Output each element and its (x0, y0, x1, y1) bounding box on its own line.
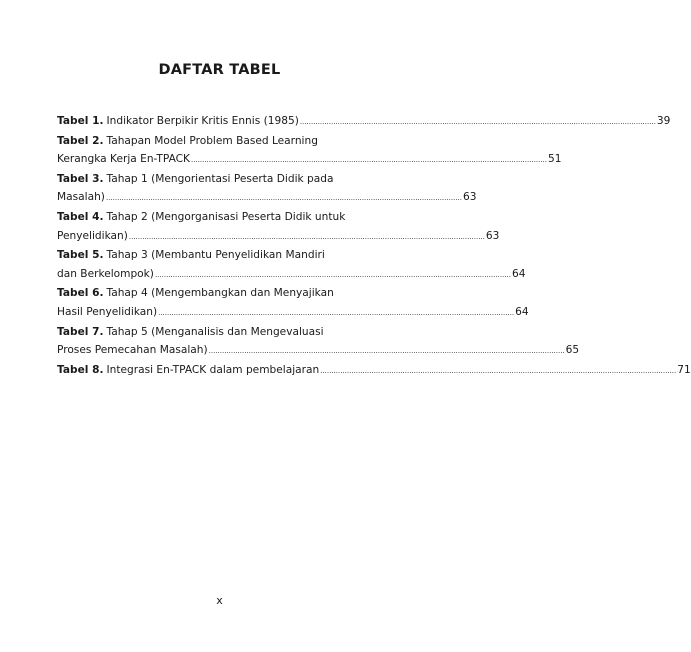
toc-entry-page: 65 (565, 344, 580, 357)
toc-entry-page: 64 (515, 305, 529, 318)
toc-entry-label: Tabel 1. (57, 115, 104, 127)
page-title: DAFTAR TABEL (158, 62, 281, 78)
table-list (57, 112, 691, 380)
toc-entry-page: 63 (485, 229, 500, 242)
leader-dots (191, 150, 547, 170)
toc-entry-5[interactable] (57, 246, 383, 265)
toc-entry-label: Tabel 6. (57, 287, 104, 300)
toc-entry-title: Masalah) (57, 191, 105, 204)
toc-entry-page: 71 (677, 363, 691, 376)
toc-entry-title: Indikator Berpikir Kritis Ennis (1985) (106, 115, 299, 127)
toc-entry-title: dan Berkelompok) (57, 267, 154, 280)
toc-entry-4[interactable] (57, 208, 383, 227)
toc-entry-4-continued[interactable] (57, 227, 500, 247)
leader-dots (158, 303, 514, 323)
toc-entry-7[interactable] (57, 323, 383, 342)
toc-entry-title: Proses Pemecahan Masalah) (57, 344, 208, 357)
toc-entry-title: Penyelidikan) (57, 229, 128, 242)
toc-entry-title: Tahap 3 (Membantu Penyelidikan Mandiri (106, 249, 325, 262)
leader-dots (320, 361, 676, 381)
toc-entry-label: Tabel 7. (57, 325, 104, 338)
toc-entry-6-continued[interactable] (57, 303, 529, 323)
toc-entry-title: Kerangka Kerja En-TPACK (57, 153, 190, 166)
toc-entry-title: Tahap 5 (Menganalisis dan Mengevaluasi (106, 325, 324, 338)
toc-entry-2-continued[interactable] (57, 150, 562, 170)
leader-dots (155, 265, 511, 285)
toc-entry-title: Tahap 2 (Mengorganisasi Peserta Didik untuk (106, 210, 346, 223)
toc-entry-title: Tahapan Model Problem Based Learning (106, 134, 318, 147)
leader-dots (209, 341, 565, 361)
toc-entry-7-continued[interactable] (57, 341, 580, 361)
leader-dots (106, 188, 462, 208)
toc-entry-title: Tahap 1 (Mengorientasi Peserta Didik pada (106, 172, 334, 185)
toc-entry-page: 39 (656, 115, 671, 127)
toc-entry-page: 63 (462, 191, 477, 204)
toc-entry-1[interactable] (57, 112, 671, 132)
toc-entry-title: Hasil Penyelidikan) (57, 305, 158, 318)
toc-entry-page: 51 (547, 153, 562, 166)
leader-dots (300, 112, 656, 132)
toc-entry-title: Integrasi En-TPACK dalam pembelajaran (106, 363, 320, 376)
toc-entry-label: Tabel 5. (57, 249, 104, 262)
toc-entry-title: Tahap 4 (Mengembangkan dan Menyajikan (106, 287, 334, 300)
toc-entry-5-continued[interactable] (57, 265, 526, 285)
toc-entry-label: Tabel 4. (57, 210, 104, 223)
toc-entry-label: Tabel 3. (57, 172, 104, 185)
toc-entry-8[interactable] (57, 361, 691, 381)
toc-entry-label: Tabel 8. (57, 363, 104, 376)
toc-entry-page: 64 (511, 267, 526, 280)
toc-entry-3-continued[interactable] (57, 188, 477, 208)
toc-entry-6[interactable] (57, 284, 383, 303)
page-number: x (216, 594, 223, 607)
toc-entry-3[interactable] (57, 170, 383, 189)
leader-dots (129, 227, 485, 247)
toc-entry-2[interactable] (57, 132, 383, 151)
toc-entry-label: Tabel 2. (57, 134, 104, 147)
